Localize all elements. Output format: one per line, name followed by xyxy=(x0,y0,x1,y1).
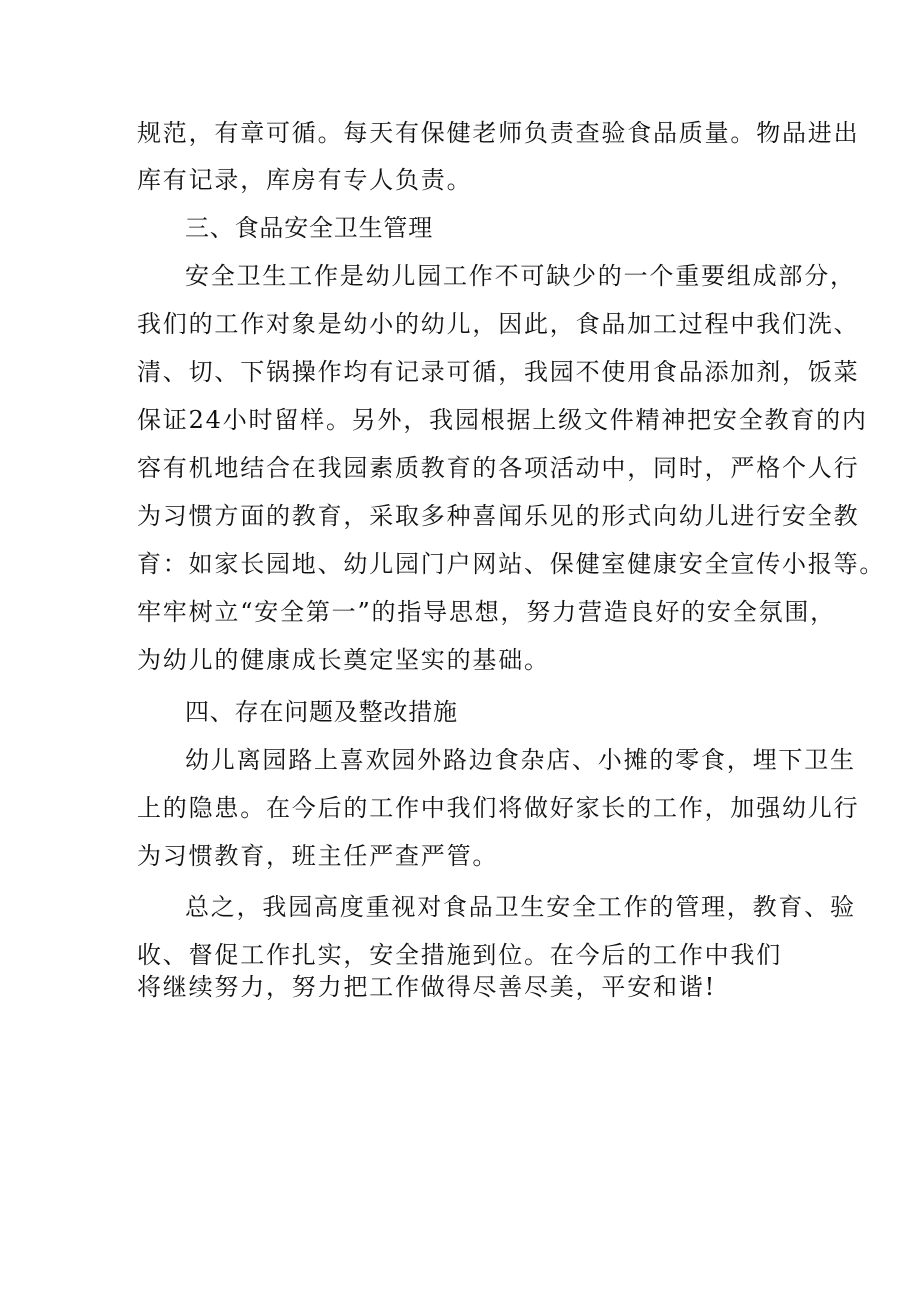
paragraph-line: 将继续努力，努力把工作做得尽善尽美，平安和谐! xyxy=(137,973,717,1001)
paragraph-line: 为习惯方面的教育，采取多种喜闻乐见的形式向幼儿进行安全教 xyxy=(137,502,860,530)
paragraph-line: 幼儿离园路上喜欢园外路边食杂店、小摊的零食，埋下卫生 xyxy=(185,746,856,774)
paragraph-line: 总之，我园高度重视对食品卫生安全工作的管理，教育、验 xyxy=(185,893,856,921)
section-heading-food-safety: 三、食品安全卫生管理 xyxy=(185,214,433,242)
paragraph-line: 安全卫生工作是幼儿园工作不可缺少的一个重要组成部分， xyxy=(185,262,856,290)
paragraph-line: 我们的工作对象是幼小的幼儿，因此，食品加工过程中我们洗、 xyxy=(137,310,860,338)
paragraph-line: 牢牢树立“安全第一”的指导思想，努力营造良好的安全氛围， xyxy=(137,598,836,626)
paragraph-line: 规范，有章可循。每天有保健老师负责查验食品质量。物品进出 xyxy=(137,119,860,147)
paragraph-line: 为习惯教育，班主任严查严管。 xyxy=(137,842,499,870)
paragraph-line: 上的隐患。在今后的工作中我们将做好家长的工作，加强幼儿行 xyxy=(137,794,860,822)
section-heading-problems: 四、存在问题及整改措施 xyxy=(185,698,458,726)
paragraph-line: 清、切、下锅操作均有记录可循，我园不使用食品添加剂，饭菜 xyxy=(137,358,860,386)
paragraph-line: 为幼儿的健康成长奠定坚实的基础。 xyxy=(137,646,550,674)
paragraph-line: 育：如家长园地、幼儿园门户网站、保健室健康安全宣传小报等。 xyxy=(137,550,886,578)
paragraph-line: 收、督促工作扎实，安全措施到位。在今后的工作中我们 xyxy=(137,941,782,969)
paragraph-line: 库有记录，库房有专人负责。 xyxy=(137,166,473,194)
paragraph-line: 保证24小时留样。另外，我园根据上级文件精神把安全教育的内 xyxy=(137,406,868,434)
paragraph-line: 容有机地结合在我园素质教育的各项活动中，同时，严格个人行 xyxy=(137,454,860,482)
